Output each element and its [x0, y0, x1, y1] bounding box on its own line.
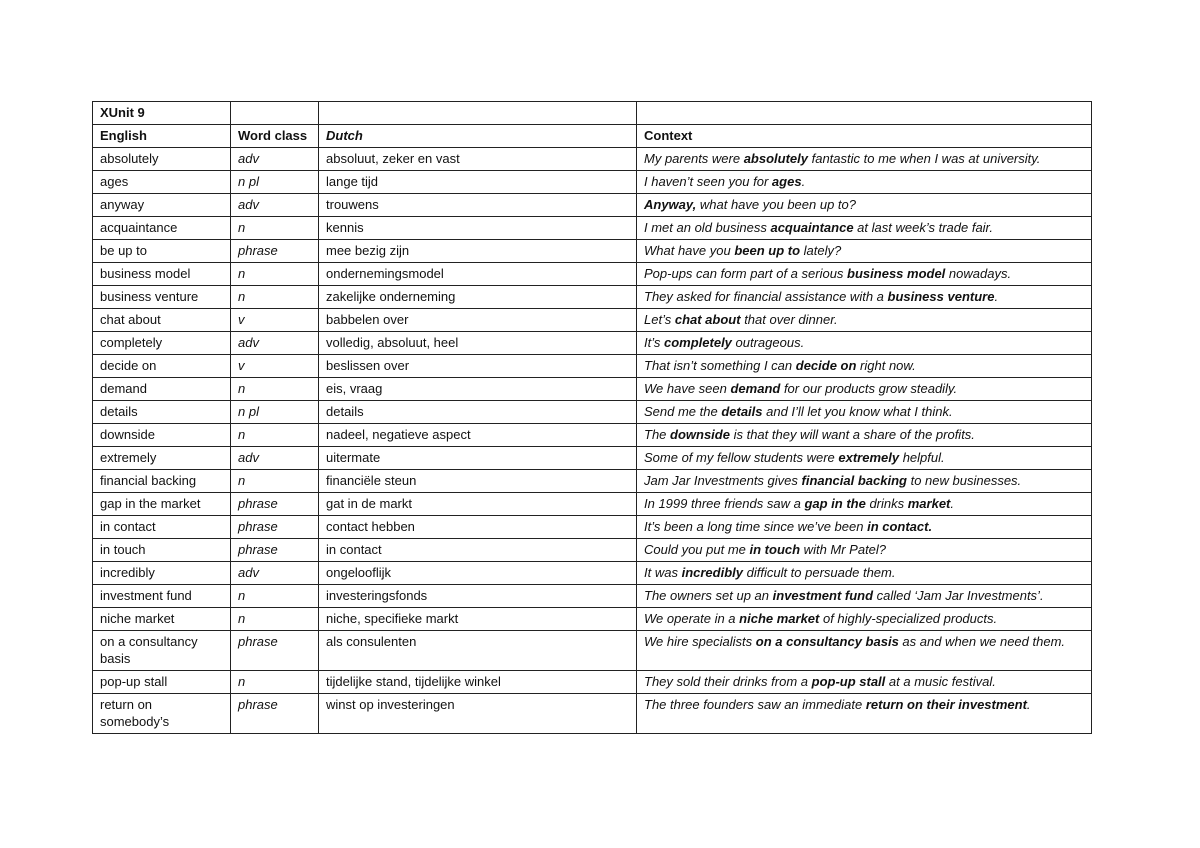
context-text: outrageous.: [731, 335, 805, 350]
context-keyword: investment fund: [772, 588, 874, 603]
table-row: [93, 562, 1092, 585]
word-class: adv: [231, 562, 319, 585]
context-sentence: [637, 240, 1092, 263]
context-sentence: [637, 493, 1092, 516]
context-text: for our products grow steadily.: [780, 381, 958, 396]
table-row: [93, 194, 1092, 217]
english-term: chat about: [93, 309, 231, 332]
context-text: I haven’t seen you for: [644, 174, 772, 189]
dutch-translation: details: [319, 401, 637, 424]
english-term: completely: [93, 332, 231, 355]
context-text: fantastic to me when I was at university.: [808, 151, 1041, 166]
context-keyword: been up to: [734, 243, 801, 258]
english-term: incredibly: [93, 562, 231, 585]
english-term: anyway: [93, 194, 231, 217]
dutch-translation: nadeel, negatieve aspect: [319, 424, 637, 447]
context-text: Jam Jar Investments gives: [644, 473, 802, 488]
dutch-translation: eis, vraag: [319, 378, 637, 401]
context-text: It was: [644, 565, 682, 580]
context-text: of highly-specialized products.: [819, 611, 998, 626]
dutch-translation: mee bezig zijn: [319, 240, 637, 263]
table-row: [93, 671, 1092, 694]
dutch-translation: ondernemingsmodel: [319, 263, 637, 286]
table-row: [93, 447, 1092, 470]
context-sentence: [637, 309, 1092, 332]
word-class: n: [231, 608, 319, 631]
dutch-translation: trouwens: [319, 194, 637, 217]
context-keyword: Anyway,: [644, 197, 697, 212]
context-keyword: absolutely: [743, 151, 808, 166]
word-class: phrase: [231, 694, 319, 734]
word-class: n: [231, 470, 319, 493]
context-sentence: [637, 286, 1092, 309]
context-keyword: on a consultancy basis: [755, 634, 899, 649]
dutch-translation: zakelijke onderneming: [319, 286, 637, 309]
context-text: Let’s: [644, 312, 675, 327]
word-class: n: [231, 217, 319, 240]
dutch-translation: uitermate: [319, 447, 637, 470]
context-text: They asked for financial assistance with a: [644, 289, 888, 304]
context-keyword: ages: [771, 174, 802, 189]
context-text: to new businesses.: [906, 473, 1022, 488]
english-term: absolutely: [93, 148, 231, 171]
english-term: return on somebody’s: [93, 694, 231, 734]
context-text: .: [950, 496, 954, 511]
context-text: as and when we need them.: [898, 634, 1066, 649]
word-class: n pl: [231, 171, 319, 194]
header-english: English: [93, 125, 231, 148]
context-keyword: chat about: [674, 312, 741, 327]
context-text: We have seen: [644, 381, 731, 396]
context-text: The: [644, 427, 671, 442]
vocabulary-table: [92, 101, 1092, 734]
context-text: and I’ll let you know what I think.: [762, 404, 953, 419]
dutch-translation: absoluut, zeker en vast: [319, 148, 637, 171]
table-row: [93, 309, 1092, 332]
english-term: details: [93, 401, 231, 424]
context-text: It’s been a long time since we’ve been: [644, 519, 868, 534]
context-text: Send me the: [644, 404, 722, 419]
table-row: [93, 401, 1092, 424]
context-keyword: acquaintance: [770, 220, 854, 235]
context-keyword: business model: [847, 266, 946, 281]
word-class: phrase: [231, 240, 319, 263]
context-sentence: [637, 671, 1092, 694]
context-sentence: [637, 585, 1092, 608]
word-class: n: [231, 263, 319, 286]
context-text: called ‘Jam Jar Investments’.: [873, 588, 1044, 603]
context-sentence: [637, 332, 1092, 355]
header-row: [93, 125, 1092, 148]
context-keyword: financial backing: [801, 473, 907, 488]
dutch-translation: volledig, absoluut, heel: [319, 332, 637, 355]
context-text: What have you: [644, 243, 735, 258]
english-term: ages: [93, 171, 231, 194]
empty-cell: [319, 102, 637, 125]
context-text: drinks: [865, 496, 908, 511]
word-class: phrase: [231, 631, 319, 671]
english-term: business venture: [93, 286, 231, 309]
english-term: decide on: [93, 355, 231, 378]
context-keyword: details: [721, 404, 763, 419]
context-sentence: [637, 447, 1092, 470]
table-row: [93, 608, 1092, 631]
empty-cell: [231, 102, 319, 125]
context-keyword: market: [907, 496, 951, 511]
context-text: .: [994, 289, 999, 304]
table-row: [93, 240, 1092, 263]
context-text: at a music festival.: [885, 674, 996, 689]
context-text: helpful.: [899, 450, 945, 465]
dutch-translation: niche, specifieke markt: [319, 608, 637, 631]
context-keyword: niche market: [739, 611, 820, 626]
word-class: phrase: [231, 516, 319, 539]
dutch-translation: ongelooflijk: [319, 562, 637, 585]
context-sentence: [637, 539, 1092, 562]
english-term: demand: [93, 378, 231, 401]
context-sentence: [637, 424, 1092, 447]
context-sentence: [637, 516, 1092, 539]
dutch-translation: kennis: [319, 217, 637, 240]
table-row: [93, 585, 1092, 608]
context-keyword: decide on: [795, 358, 857, 373]
english-term: downside: [93, 424, 231, 447]
context-text: In 1999 three friends saw a: [644, 496, 805, 511]
english-term: gap in the market: [93, 493, 231, 516]
dutch-translation: beslissen over: [319, 355, 637, 378]
table-row: [93, 217, 1092, 240]
context-keyword: downside: [670, 427, 730, 442]
context-sentence: [637, 401, 1092, 424]
word-class: adv: [231, 332, 319, 355]
context-text: lately?: [800, 243, 842, 258]
dutch-translation: winst op investeringen: [319, 694, 637, 734]
word-class: n: [231, 378, 319, 401]
context-keyword: business venture: [887, 289, 995, 304]
unit-title: XUnit 9: [93, 102, 231, 125]
context-text: nowadays.: [945, 266, 1012, 281]
context-sentence: [637, 355, 1092, 378]
context-text: We operate in a: [644, 611, 740, 626]
context-text: difficult to persuade them.: [743, 565, 896, 580]
context-text: Pop-ups can form part of a serious: [644, 266, 848, 281]
context-keyword: gap in the: [804, 496, 866, 511]
dutch-translation: als consulenten: [319, 631, 637, 671]
context-sentence: [637, 148, 1092, 171]
context-keyword: return on their investment: [865, 697, 1027, 712]
context-text: Some of my fellow students were: [644, 450, 839, 465]
context-text: that over dinner.: [740, 312, 838, 327]
word-class: phrase: [231, 539, 319, 562]
word-class: n: [231, 585, 319, 608]
context-keyword: in contact.: [867, 519, 933, 534]
english-term: acquaintance: [93, 217, 231, 240]
context-sentence: [637, 562, 1092, 585]
dutch-translation: gat in de markt: [319, 493, 637, 516]
context-sentence: [637, 608, 1092, 631]
context-text: My parents were: [644, 151, 744, 166]
table-row: [93, 539, 1092, 562]
english-term: niche market: [93, 608, 231, 631]
context-keyword: pop-up stall: [811, 674, 886, 689]
table-row: [93, 694, 1092, 734]
english-term: in touch: [93, 539, 231, 562]
table-row: [93, 631, 1092, 671]
word-class: n: [231, 671, 319, 694]
context-text: Could you put me: [644, 542, 750, 557]
dutch-translation: babbelen over: [319, 309, 637, 332]
context-text: right now.: [856, 358, 916, 373]
dutch-translation: financiële steun: [319, 470, 637, 493]
context-text: That isn’t something I can: [644, 358, 796, 373]
context-text: It’s: [644, 335, 664, 350]
table-row: [93, 332, 1092, 355]
word-class: v: [231, 355, 319, 378]
context-sentence: [637, 194, 1092, 217]
table-row: [93, 171, 1092, 194]
dutch-translation: contact hebben: [319, 516, 637, 539]
word-class: adv: [231, 194, 319, 217]
table-row: [93, 263, 1092, 286]
context-text: The owners set up an: [644, 588, 773, 603]
context-sentence: [637, 217, 1092, 240]
word-class: phrase: [231, 493, 319, 516]
word-class: n: [231, 286, 319, 309]
english-term: be up to: [93, 240, 231, 263]
context-sentence: [637, 378, 1092, 401]
english-term: extremely: [93, 447, 231, 470]
context-keyword: demand: [730, 381, 781, 396]
header-context: Context: [637, 125, 1092, 148]
context-keyword: in touch: [749, 542, 801, 557]
empty-cell: [637, 102, 1092, 125]
context-sentence: [637, 263, 1092, 286]
context-text: with Mr Patel?: [800, 542, 887, 557]
context-sentence: [637, 470, 1092, 493]
context-text: We hire specialists: [644, 634, 756, 649]
word-class: n pl: [231, 401, 319, 424]
english-term: financial backing: [93, 470, 231, 493]
context-keyword: incredibly: [681, 565, 743, 580]
context-keyword: extremely: [838, 450, 900, 465]
context-text: .: [1026, 697, 1031, 712]
english-term: pop-up stall: [93, 671, 231, 694]
context-text: I met an old business: [644, 220, 771, 235]
table-row: [93, 516, 1092, 539]
table-row: [93, 148, 1092, 171]
table-row: [93, 470, 1092, 493]
context-sentence: [637, 694, 1092, 734]
english-term: on a consultancy basis: [93, 631, 231, 671]
context-sentence: [637, 631, 1092, 671]
context-text: what have you been up to?: [696, 197, 856, 212]
context-text: at last week’s trade fair.: [853, 220, 994, 235]
table-row: [93, 355, 1092, 378]
dutch-translation: tijdelijke stand, tijdelijke winkel: [319, 671, 637, 694]
dutch-translation: investeringsfonds: [319, 585, 637, 608]
dutch-translation: lange tijd: [319, 171, 637, 194]
context-text: They sold their drinks from a: [644, 674, 812, 689]
title-row: [93, 102, 1092, 125]
header-dutch: Dutch: [319, 125, 637, 148]
context-text: The three founders saw an immediate: [644, 697, 866, 712]
table-row: [93, 378, 1092, 401]
english-term: investment fund: [93, 585, 231, 608]
header-word-class: Word class: [231, 125, 319, 148]
context-keyword: completely: [664, 335, 732, 350]
table-row: [93, 424, 1092, 447]
dutch-translation: in contact: [319, 539, 637, 562]
word-class: v: [231, 309, 319, 332]
english-term: business model: [93, 263, 231, 286]
context-sentence: [637, 171, 1092, 194]
context-text: .: [801, 174, 806, 189]
word-class: n: [231, 424, 319, 447]
context-text: is that they will want a share of the profits.: [729, 427, 975, 442]
word-class: adv: [231, 447, 319, 470]
table-row: [93, 493, 1092, 516]
english-term: in contact: [93, 516, 231, 539]
word-class: adv: [231, 148, 319, 171]
table-row: [93, 286, 1092, 309]
